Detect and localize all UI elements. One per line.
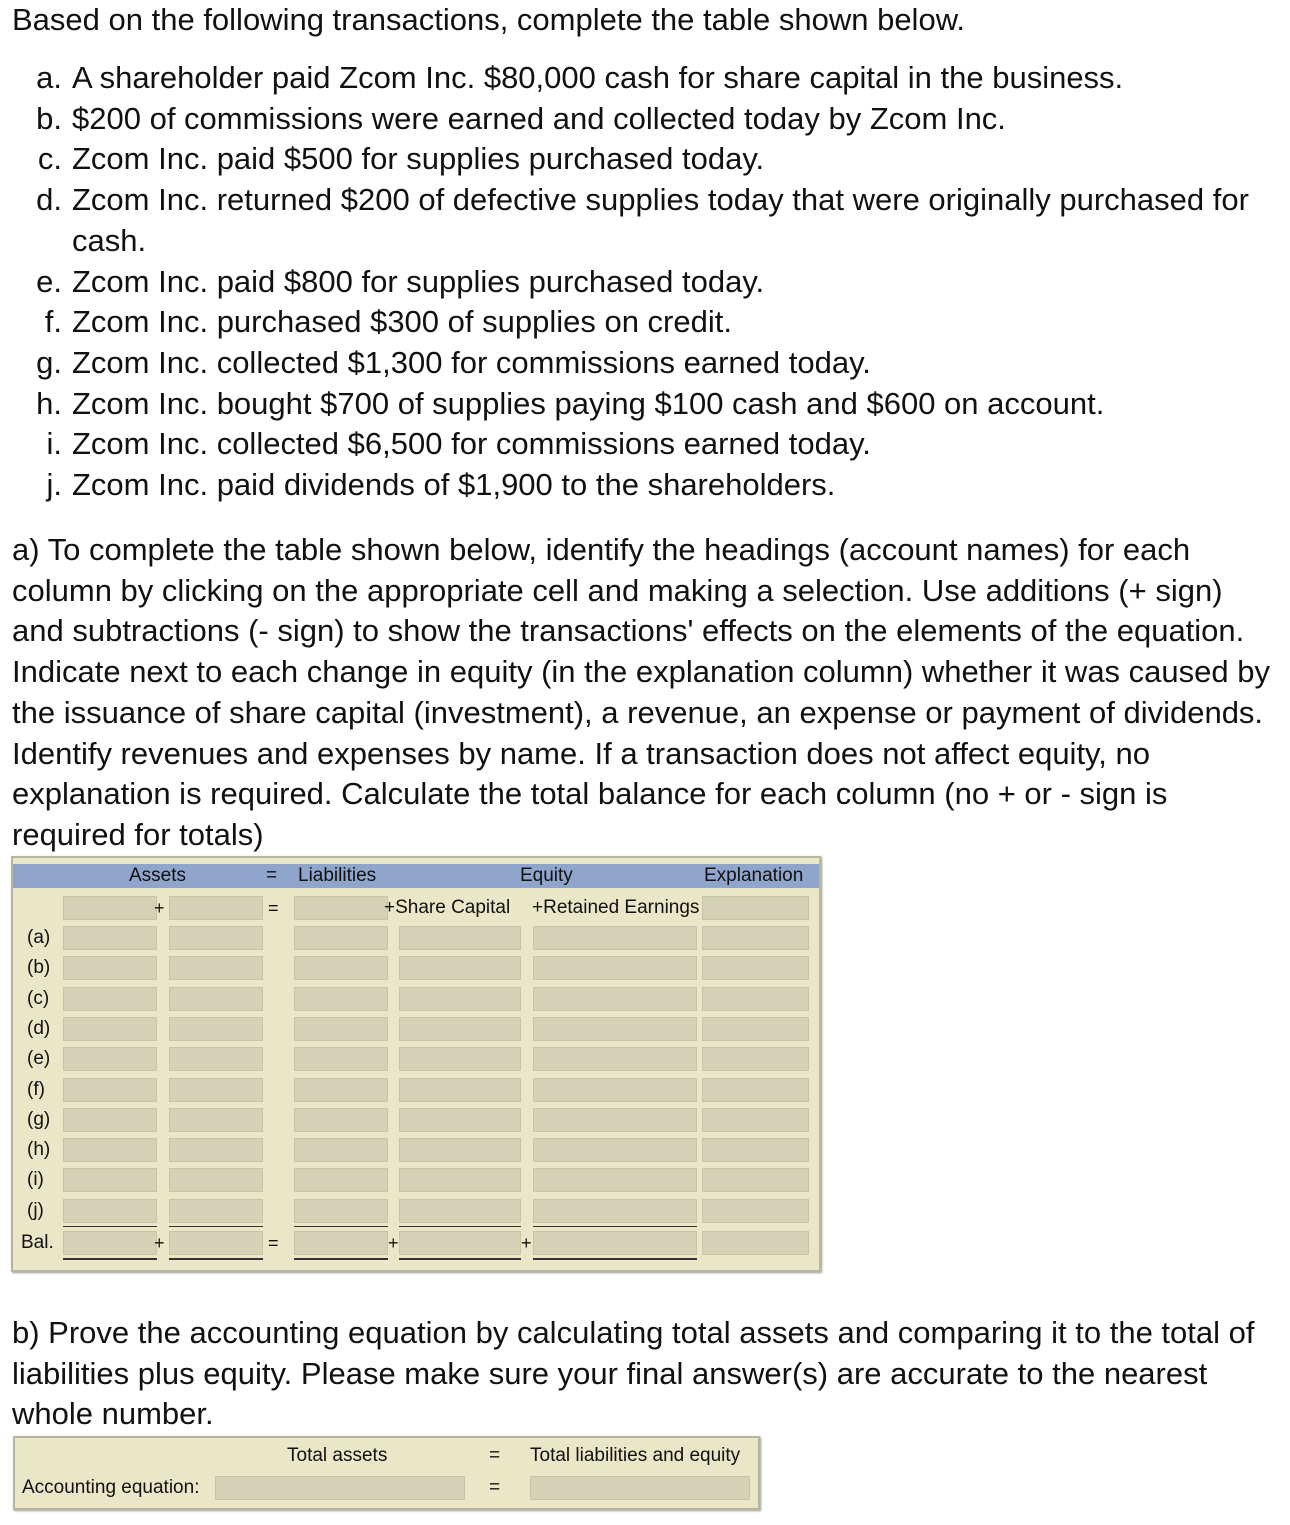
balance-label: Bal.: [21, 1232, 54, 1253]
accounting-equation-label: Accounting equation:: [22, 1477, 200, 1498]
double-underline: [294, 1258, 388, 1260]
transaction-letter: j.: [46, 467, 62, 503]
double-underline: [399, 1258, 521, 1260]
share-capital-cell[interactable]: [399, 1078, 521, 1102]
explanation-cell[interactable]: [702, 1108, 809, 1132]
retained-earnings-cell[interactable]: [533, 1138, 697, 1162]
share-capital-cell[interactable]: [399, 956, 521, 980]
transaction-text: Zcom Inc. returned $200 of defective supplies today that were originally purchased for cash.: [72, 182, 1249, 258]
transaction-letter: e.: [36, 263, 62, 299]
transaction-text: Zcom Inc. paid $500 for supplies purchased today.: [72, 141, 765, 177]
double-underline: [169, 1258, 263, 1260]
total-assets-input[interactable]: [215, 1476, 465, 1500]
assets-cell-2[interactable]: [169, 926, 263, 950]
transaction-letter: c.: [37, 141, 62, 177]
share-capital-cell[interactable]: [399, 987, 521, 1011]
liabilities-cell[interactable]: [294, 1168, 388, 1192]
header-assets: Assets: [129, 865, 187, 886]
liabilities-cell[interactable]: [294, 1108, 388, 1132]
account-heading-select-1[interactable]: [63, 896, 157, 920]
assets-cell-1[interactable]: [63, 987, 157, 1011]
sub-equals: =: [268, 898, 279, 918]
balance-plus: +: [388, 1233, 399, 1253]
assets-cell-2[interactable]: [169, 1168, 263, 1192]
total-underline: [63, 1226, 157, 1227]
total-underline: [399, 1226, 521, 1227]
transaction-item: [12, 99, 1272, 140]
assets-cell-1[interactable]: [63, 1199, 157, 1223]
liabilities-cell[interactable]: [294, 1138, 388, 1162]
assets-cell-1[interactable]: [63, 1138, 157, 1162]
sub-retained-earnings: +Retained Earnings: [532, 897, 700, 918]
assets-cell-1[interactable]: [63, 1168, 157, 1192]
row-label: (a): [27, 927, 51, 948]
balance-retained-earnings[interactable]: [533, 1231, 697, 1255]
total-liabilities-equity-input[interactable]: [530, 1476, 750, 1500]
balance-assets-1[interactable]: [63, 1231, 157, 1255]
liabilities-cell[interactable]: [294, 1078, 388, 1102]
assets-cell-1[interactable]: [63, 1017, 157, 1041]
row-equals: =: [489, 1477, 501, 1498]
balance-share-capital[interactable]: [399, 1231, 521, 1255]
transaction-text: Zcom Inc. collected $6,500 for commissions earned today.: [72, 426, 871, 462]
assets-cell-2[interactable]: [169, 956, 263, 980]
share-capital-cell[interactable]: [399, 1138, 521, 1162]
header-equals: =: [489, 1445, 501, 1466]
retained-earnings-cell[interactable]: [533, 926, 697, 950]
transaction-item: [12, 302, 1272, 343]
intro-text: Based on the following transactions, complete the table shown below.: [12, 2, 965, 37]
transaction-text: Zcom Inc. bought $700 of supplies paying $100 cash and $600 on account.: [72, 385, 1105, 421]
transaction-item: [12, 465, 1272, 506]
row-label: (g): [27, 1108, 51, 1130]
liabilities-cell[interactable]: [294, 1199, 388, 1223]
share-capital-cell[interactable]: [399, 1199, 521, 1223]
header-equals: =: [266, 865, 278, 886]
assets-cell-2[interactable]: [169, 1078, 263, 1102]
explanation-cell[interactable]: [702, 1017, 809, 1041]
transaction-item: [12, 58, 1272, 99]
explanation-cell[interactable]: [702, 1078, 809, 1102]
assets-cell-2[interactable]: [169, 1017, 263, 1041]
retained-earnings-cell[interactable]: [533, 1047, 697, 1071]
row-label: (i): [27, 1169, 44, 1191]
liabilities-cell[interactable]: [294, 1047, 388, 1071]
transaction-item: [12, 180, 1272, 261]
transaction-text: Zcom Inc. collected $1,300 for commissions earned today.: [72, 344, 871, 380]
total-underline: [533, 1226, 697, 1227]
transaction-letter: g.: [36, 344, 62, 380]
assets-cell-1[interactable]: [63, 1078, 157, 1102]
transaction-item: [12, 424, 1272, 465]
transaction-item: [12, 139, 1272, 180]
explanation-cell[interactable]: [702, 1047, 809, 1071]
header-equity: Equity: [520, 865, 573, 886]
transaction-letter: d.: [36, 182, 62, 218]
transaction-text: Zcom Inc. paid $800 for supplies purchased today.: [72, 263, 765, 299]
share-capital-cell[interactable]: [399, 1108, 521, 1132]
sub-share-capital: +Share Capital: [384, 897, 511, 918]
retained-earnings-cell[interactable]: [533, 1199, 697, 1223]
assets-cell-1[interactable]: [63, 1047, 157, 1071]
balance-explanation[interactable]: [702, 1231, 809, 1255]
row-label: (h): [27, 1139, 51, 1161]
assets-cell-1[interactable]: [63, 956, 157, 980]
row-label: (f): [27, 1078, 45, 1100]
assets-cell-1[interactable]: [63, 926, 157, 950]
assets-cell-2[interactable]: [169, 1108, 263, 1132]
accounting-equation-table: [11, 856, 821, 1272]
share-capital-cell[interactable]: [399, 1168, 521, 1192]
assets-cell-2[interactable]: [169, 1199, 263, 1223]
retained-earnings-cell[interactable]: [533, 1168, 697, 1192]
assets-cell-2[interactable]: [169, 1047, 263, 1071]
liabilities-cell[interactable]: [294, 1017, 388, 1041]
retained-earnings-cell[interactable]: [533, 987, 697, 1011]
transaction-letter: f.: [44, 304, 62, 340]
header-explanation: Explanation: [704, 865, 804, 886]
balance-equals: =: [268, 1233, 279, 1253]
retained-earnings-cell[interactable]: [533, 1017, 697, 1041]
transaction-letter: a.: [36, 60, 62, 95]
transaction-letter: h.: [36, 385, 62, 421]
assets-cell-2[interactable]: [169, 987, 263, 1011]
balance-assets-2[interactable]: [169, 1231, 263, 1255]
balance-plus: +: [154, 1233, 165, 1253]
header-total-assets: Total assets: [287, 1445, 388, 1466]
row-label: (c): [27, 987, 50, 1009]
liabilities-cell[interactable]: [294, 956, 388, 980]
balance-liabilities[interactable]: [294, 1231, 388, 1255]
assets-cell-2[interactable]: [169, 1138, 263, 1162]
explanation-cell[interactable]: [702, 926, 809, 950]
share-capital-cell[interactable]: [399, 926, 521, 950]
explanation-cell[interactable]: [702, 956, 809, 980]
transaction-text: $200 of commissions were earned and collected today by Zcom Inc.: [72, 100, 1006, 136]
header-total-liabilities-equity: Total liabilities and equity: [530, 1445, 741, 1466]
row-label: (b): [27, 957, 51, 979]
transaction-text: Zcom Inc. paid dividends of $1,900 to the shareholders.: [72, 467, 836, 503]
total-underline: [169, 1226, 263, 1227]
transaction-item: [12, 262, 1272, 303]
balance-plus: +: [521, 1233, 532, 1253]
part-b-instructions: b) Prove the accounting equation by calculating total assets and comparing it to the total of liabilities plus equity. Please make sure your final answer(s) are accurate to the nearest whole number.: [12, 1315, 1255, 1432]
assets-cell-1[interactable]: [63, 1108, 157, 1132]
transaction-letter: b.: [36, 100, 62, 136]
transaction-item: [12, 384, 1272, 425]
explanation-cell[interactable]: [702, 1199, 809, 1223]
retained-earnings-cell[interactable]: [533, 956, 697, 980]
row-label: (j): [27, 1199, 44, 1221]
header-liabilities: Liabilities: [298, 865, 377, 886]
double-underline: [63, 1258, 157, 1260]
transaction-item: [12, 343, 1272, 384]
accounting-equation-proof: [13, 1436, 760, 1510]
share-capital-cell[interactable]: [399, 1017, 521, 1041]
row-label: (e): [27, 1048, 51, 1070]
transaction-letter: i.: [46, 426, 62, 462]
transaction-text: Zcom Inc. purchased $300 of supplies on credit.: [72, 304, 732, 340]
share-capital-cell[interactable]: [399, 1047, 521, 1071]
row-label: (d): [27, 1017, 51, 1039]
total-underline: [294, 1226, 388, 1227]
transaction-text: A shareholder paid Zcom Inc. $80,000 cash for share capital in the business.: [72, 60, 1124, 95]
double-underline: [533, 1258, 697, 1260]
account-heading-select-3[interactable]: [294, 896, 388, 920]
explanation-cell[interactable]: [702, 1168, 809, 1192]
explanation-cell[interactable]: [702, 987, 809, 1011]
retained-earnings-cell[interactable]: [533, 1108, 697, 1132]
account-heading-select-2[interactable]: [169, 896, 263, 920]
retained-earnings-cell[interactable]: [533, 1078, 697, 1102]
liabilities-cell[interactable]: [294, 926, 388, 950]
explanation-cell[interactable]: [702, 1138, 809, 1162]
liabilities-cell[interactable]: [294, 987, 388, 1011]
sub-plus: +: [154, 898, 165, 918]
transaction-list: [12, 58, 1272, 506]
part-a-instructions: a) To complete the table shown below, identify the headings (account names) for each column by clicking on the appropriate cell and making a selection. Use additions (+ sign) and subtractions (- sign) to show the transactions' effects on the elements of the equation. Indicate next to each change in equity (in the explanation column) whether it was caused by the issuance of share capital (investment), a revenue, an expense or payment of dividends. Identify revenues and expenses by name. If a transaction does not affect equity, no explanation is required. Calculate the total balance for each column (no + or - sign is required for totals): [12, 532, 1270, 852]
explanation-heading-cell[interactable]: [702, 896, 809, 920]
